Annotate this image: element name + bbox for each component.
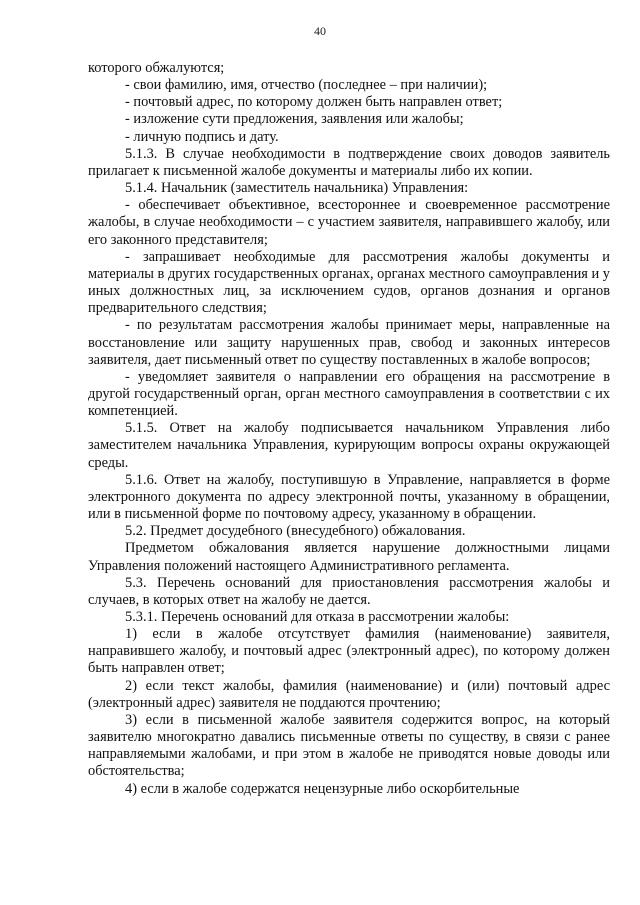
paragraph: 5.1.5. Ответ на жалобу подписывается начальником Управления либо заместителем начальника Управления, курирующим вопросы охраны окружающей среды.: [88, 420, 610, 471]
paragraph: - запрашивает необходимые для рассмотрения жалобы документы и материалы в других государственных органах, органах местного самоуправления и у иных должностных лиц, за исключением судов, органов дознания и органов предварительного следствия;: [88, 248, 610, 317]
paragraph: - обеспечивает объективное, всестороннее и своевременное рассмотрение жалобы, в случае необходимости – с участием заявителя, направившего жалобу, или его законного представителя;: [88, 197, 610, 248]
paragraph: - свои фамилию, имя, отчество (последнее – при наличии);: [125, 77, 488, 94]
paragraph: - изложение сути предложения, заявления или жалобы;: [125, 111, 464, 128]
document-body: [88, 60, 610, 798]
paragraph: - почтовый адрес, по которому должен быть направлен ответ;: [125, 94, 503, 111]
paragraph: 1) если в жалобе отсутствует фамилия (наименование) заявителя, направившего жалобу, и почтовый адрес (электронный адрес), по которому должен быть направлен ответ;: [88, 626, 610, 677]
paragraph: 4) если в жалобе содержатся нецензурные либо оскорбительные: [125, 780, 520, 797]
paragraph: 5.3. Перечень оснований для приостановления рассмотрения жалобы и случаев, в которых ответ на жалобу не дается.: [88, 574, 610, 608]
paragraph: 5.1.6. Ответ на жалобу, поступившую в Управление, направляется в форме электронного документа по адресу электронной почты, указанному в обращении, или в письменной форме по почтовому адресу, указанному в обращении.: [88, 471, 610, 523]
paragraph: 5.2. Предмет досудебного (внесудебного) обжалования.: [125, 523, 466, 540]
paragraph: 5.3.1. Перечень оснований для отказа в рассмотрении жалобы:: [125, 609, 510, 625]
paragraph: Предметом обжалования является нарушение должностными лицами Управления положений настоящего Административного регламента.: [88, 540, 610, 574]
paragraph: - по результатам рассмотрения жалобы принимает меры, направленные на восстановление или защиту нарушенных прав, свобод и законных интересов заявителя, дает письменный ответ по существу поставленных в жалобе вопросов;: [88, 317, 610, 368]
paragraph: 5.1.4. Начальник (заместитель начальника) Управления:: [125, 180, 469, 197]
paragraph: 3) если в письменной жалобе заявителя содержится вопрос, на который заявителю многократно давались письменные ответы по существу, в связи с ранее направляемыми жалобами, и при этом в жалобе не приводятся новые доводы или обстоятельства;: [88, 711, 610, 780]
paragraph: 5.1.3. В случае необходимости в подтверждение своих доводов заявитель прилагает к письменной жалобе документы и материалы либо их копии.: [88, 145, 610, 179]
paragraph: - уведомляет заявителя о направлении его обращения на рассмотрение в другой государственный орган, орган местного самоуправления в соответствии с их компетенцией.: [88, 368, 610, 420]
paragraph: 2) если текст жалобы, фамилия (наименование) и (или) почтовый адрес (электронный адрес) заявителя не поддаются прочтению;: [88, 677, 610, 711]
page-number: 40: [314, 24, 326, 38]
paragraph: которого обжалуются;: [88, 60, 225, 76]
paragraph: - личную подпись и дату.: [125, 128, 279, 145]
